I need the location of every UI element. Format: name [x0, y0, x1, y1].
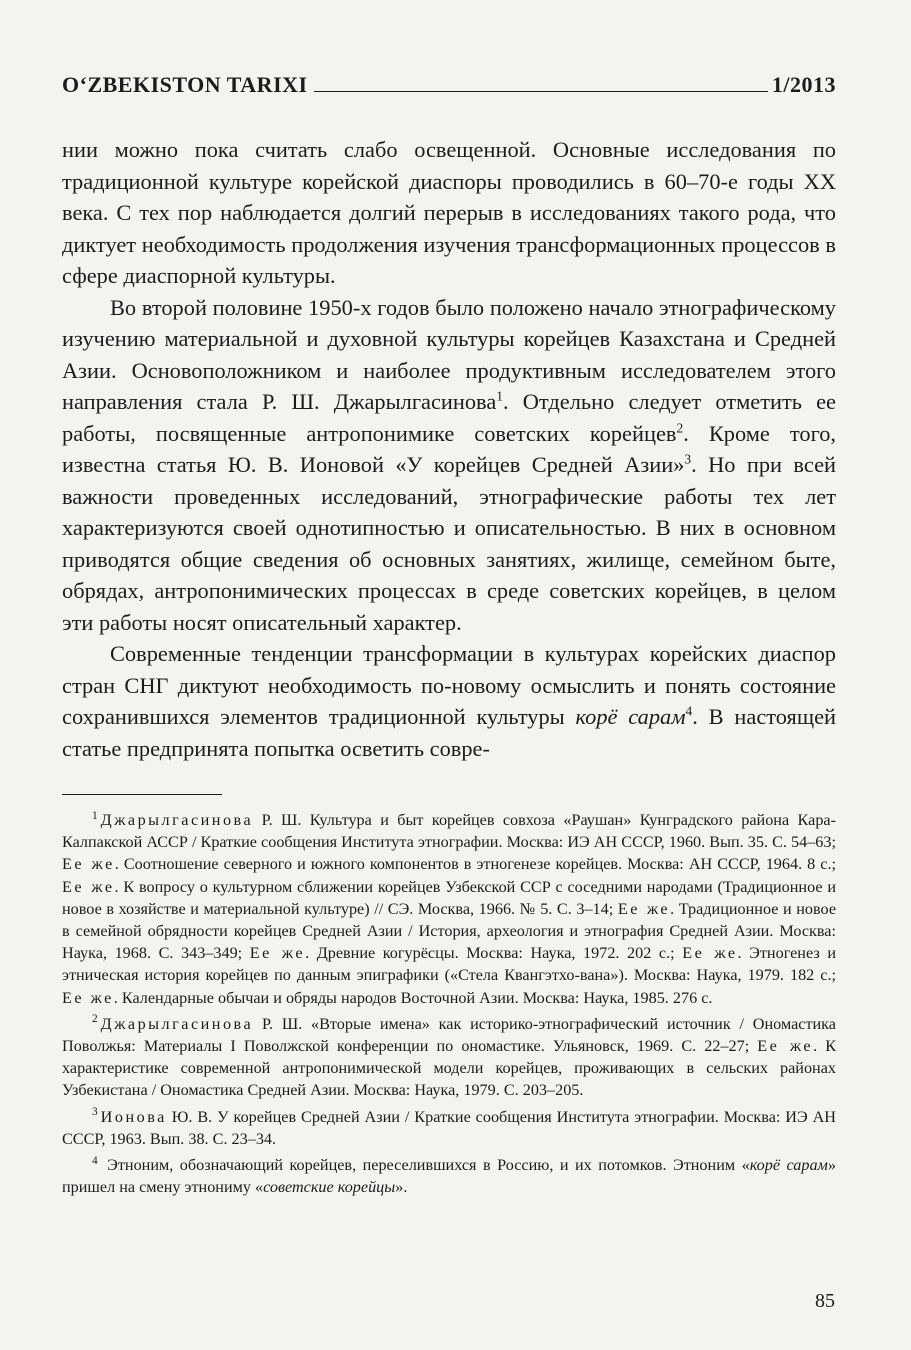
paragraph-1: нии можно пока считать слабо освещенной. Основные исследования по традиционной культуре корейской диаспоры проводились в 60–70-е годы XX века. С тех пор наблюдается долгий перерыв в исследованиях такого рода, что диктует необходимость продолжения изучения трансформационных процессов в сфере диаспорной культуры. [62, 137, 836, 288]
footnote-author: Джарылгасинова [100, 1014, 254, 1033]
footnote-ibid: Ее же [249, 944, 306, 963]
page-number: 85 [815, 1290, 835, 1312]
p3-italic-term: корё сарам [575, 704, 686, 729]
p2-text-c: . Кроме того, известна статья Ю. В. Ионовой «У корейцев Средней Азии» [62, 420, 836, 477]
footnotes [62, 809, 836, 1198]
footnote-ibid: Ее же [62, 988, 114, 1007]
footnote-ref-1[interactable]: 1 [496, 388, 503, 404]
footnote-author: Ионова [100, 1107, 167, 1126]
footnote-ibid: Ее же [757, 1037, 814, 1056]
footnote-number: 3 [92, 1106, 98, 1119]
footnote-3 [62, 1106, 836, 1150]
p2-text-d: . Но при всей важности проведенных исследований, этнографические работы тех лет характеризуются своей однотипностью и описательностью. В них в основном приводятся общие сведения об основных занятиях, жилище, семейном быте, обрядах, антропонимических процессах в среде советских корейцев, в целом эти работы носят описательный характер. [62, 452, 836, 635]
footnote-author: Джарылгасинова [100, 811, 254, 829]
footnote-text: . Соотношение северного и южного компонентов в этногенезе корейцев. Москва: АН СССР, 1964. 8 с.; [114, 855, 836, 874]
footnote-separator [62, 794, 222, 795]
footnote-ibid: Ее же [62, 877, 115, 896]
p2-text-b: . Отдельно следует отметить ее работы, посвященные антропонимике советских корейцев [62, 389, 836, 446]
footnote-text: Ю. В. У корейцев Средней Азии / Краткие сообщения Института этнографии. Москва: ИЭ АН СССР, 1963. Вып. 38. С. 23–34. [62, 1107, 836, 1148]
footnote-4 [62, 1154, 836, 1198]
journal-title: O‘ZBEKISTON TARIXI [62, 72, 308, 97]
footnote-number: 2 [92, 1013, 98, 1026]
p2-text-a: Во второй половине 1950-х годов было положено начало этнографическому изучению материальной и духовной культуры корейцев Казахстана и Средней Азии. Основоположником и наиболее продуктивным исследователем этого направления стала Р. Ш. Джарылгасинова [62, 294, 836, 414]
main-text [62, 134, 836, 764]
footnote-1 [62, 809, 836, 1009]
page [62, 68, 836, 1202]
footnote-text: Р. Ш. Культура и быт корейцев совхоза «Раушан» Кунградского района Кара-Калпакской АССР / Краткие сообщения Института этнографии. Москва: ИЭ АН СССР, 1960. Вып. 35. С. 54–63; [62, 811, 836, 852]
footnote-ref-2[interactable]: 2 [676, 420, 684, 436]
running-header [62, 68, 836, 98]
footnote-number: 1 [92, 809, 98, 822]
footnote-text: . Этногенез и этническая история корейцев по данным эпиграфики («Стела Квангэтхо-вана»). Москва: Наука, 1979. 182 с.; [62, 944, 836, 985]
footnote-text: . Календарные обычаи и обряды народов Восточной Азии. Москва: Наука, 1985. 276 с. [113, 988, 713, 1007]
footnote-text: » пришел на смену этнониму « [62, 1156, 836, 1197]
footnote-italic-term: корё сарам [749, 1156, 828, 1175]
paragraph-3 [62, 638, 836, 764]
footnote-text: Этноним, обозначающий корейцев, переселившихся в Россию, и их потомков. Этноним « [100, 1156, 750, 1175]
header-rule [314, 91, 768, 92]
footnote-ibid: Ее же [682, 944, 738, 963]
footnote-text: . Древние когурёсцы. Москва: Наука, 1972. 202 с.; [305, 944, 683, 963]
p3-text-a: Современные тенденции трансформации в культурах корейских диаспор стран СНГ диктуют необходимость по-новому осмыслить и понять состояние сохранившихся элементов традиционной культуры [62, 641, 836, 729]
footnote-text: . Традиционное и новое в семейной обрядности корейцев Средней Азии / История, археология и этнография Средней Азии. Москва: Наука, 1968. С. 343–349; [62, 899, 837, 963]
footnote-text: ». [395, 1178, 408, 1197]
paragraph-2 [62, 292, 836, 639]
footnote-2 [62, 1013, 836, 1102]
footnote-ref-3[interactable]: 3 [684, 451, 692, 467]
p3-text-b: . В настоящей статье предпринята попытка осветить совре- [62, 704, 837, 761]
issue-number: 1/2013 [771, 72, 836, 97]
footnote-italic-term: советские корейцы [263, 1178, 396, 1197]
footnote-ref-4[interactable]: 4 [685, 703, 693, 719]
footnote-text: . К характеристике современной антропонимической модели корейцев, проживающих в сельских районах Узбекистана / Ономастика Средней Азии. Москва: Наука, 1979. С. 203–205. [62, 1037, 836, 1100]
footnote-ibid: Ее же [617, 899, 671, 918]
footnote-ibid: Ее же [62, 855, 115, 874]
footnote-text: . К вопросу о культурном сближении корейцев Узбекской ССР с соседними народами (Традиционное и новое в хозяйстве и материальной культуре) // СЭ. Москва, 1966. № 5. С. 3–14; [62, 877, 836, 918]
footnote-text: Р. Ш. «Вторые имена» как историко-этнографический источник / Ономастика Поволжья: Материалы I Поволжской конференции по ономастике. Ульяновск, 1969. С. 22–27; [62, 1014, 836, 1056]
footnote-number: 4 [92, 1154, 98, 1167]
